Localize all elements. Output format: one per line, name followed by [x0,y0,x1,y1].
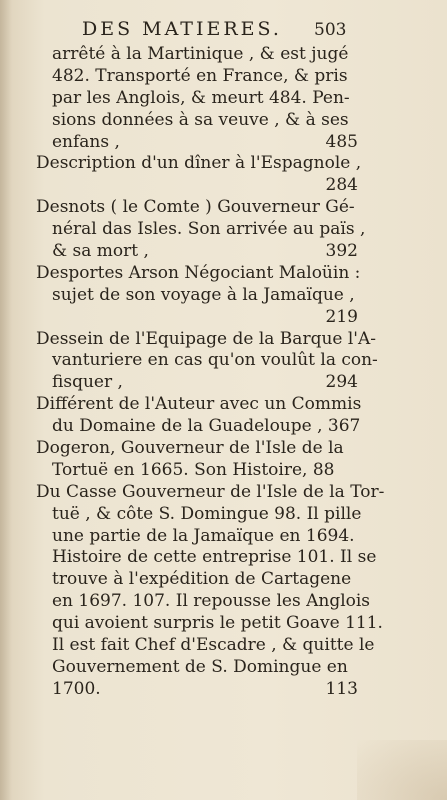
index-line [36,350,378,372]
index-line [36,460,358,482]
index-line [36,657,358,679]
page-number: 503 [314,20,347,40]
line-text: Histoire de cette entreprise 101. Il se [52,547,377,568]
index-line [36,569,358,591]
page-reference: 113 [325,678,358,699]
line-text: & sa mort , [52,241,149,262]
index-line [36,481,385,504]
index-line [36,307,358,329]
index-line [36,591,371,613]
line-text: 482. Transporté en France, & pris [52,65,348,86]
line-text: tuë , & côte S. Domingue 98. Il pille [52,503,362,524]
line-text: Desportes Arson Négociant Maloüin : [36,262,361,283]
index-line [36,547,377,569]
line-text: Gouvernement de S. Domingue en [52,656,348,677]
line-text: une partie de la Jamaïque en 1694. [52,525,355,546]
index-line [36,66,358,88]
binding-shadow [0,0,12,800]
line-text: sions données à sa veuve , & à ses [52,109,349,130]
line-text: arrêté à la Martinique , & est jugé [52,44,349,64]
line-text: Dessein de l'Equipage de la Barque l'A- [36,328,376,349]
line-text: trouve à l'expédition de Cartagene [52,569,352,590]
line-text: Dogeron, Gouverneur de l'Isle de la [36,438,344,459]
line-text: néral das Isles. Son arrivée au païs , [52,219,366,240]
line-text: en 1697. 107. Il repousse les Anglois [52,591,371,612]
line-text: qui avoient surpris le petit Goave 111. [52,613,383,634]
index-line [36,110,358,132]
index-line [36,241,358,263]
line-text: Du Casse Gouverneur de l'Isle de la Tor- [36,481,385,502]
line-text: du Domaine de la Guadeloupe , 367 [52,416,361,437]
line-text: sujet de son voyage à la Jamaïque , [52,284,355,305]
index-line [36,394,362,416]
paper-stain [357,740,447,800]
line-text: Description d'un dîner à l'Espagnole , [36,153,362,174]
index-line [36,285,358,307]
index-line [36,175,358,197]
page-reference: 284 [325,175,358,196]
header-title: DES MATIERES. [82,18,282,40]
line-text: Desnots ( le Comte ) Gouverneur Gé- [36,197,355,218]
index-line [36,44,358,66]
index-line [36,132,358,154]
index-line [36,153,362,175]
line-text: 1700. [52,678,101,699]
index-line [36,438,358,460]
page-reference: 485 [325,131,358,152]
line-text: vanturiere en cas qu'on voulût la con- [52,350,378,371]
line-text: par les Anglois, & meurt 484. Pen- [52,87,350,108]
index-entries [36,44,385,701]
index-line [36,197,358,219]
index-line [36,262,361,285]
index-line [36,613,383,635]
page-reference: 392 [325,241,358,262]
index-line [36,635,375,657]
index-line [36,679,358,701]
index-line [36,372,358,394]
index-line [36,526,358,548]
page-reference: 219 [325,306,358,327]
line-text: Différent de l'Auteur avec un Commis [36,394,362,415]
index-line [36,328,376,351]
line-text: Il est fait Chef d'Escadre , & quitte le [52,635,375,656]
line-text: Tortuë en 1665. Son Histoire, 88 [52,459,335,480]
index-line [36,219,366,241]
page-reference: 294 [325,372,358,393]
line-text: fisquer , [52,372,123,393]
index-line [36,503,362,526]
index-line [36,88,358,110]
line-text: enfans , [52,131,120,152]
index-line [36,416,361,438]
